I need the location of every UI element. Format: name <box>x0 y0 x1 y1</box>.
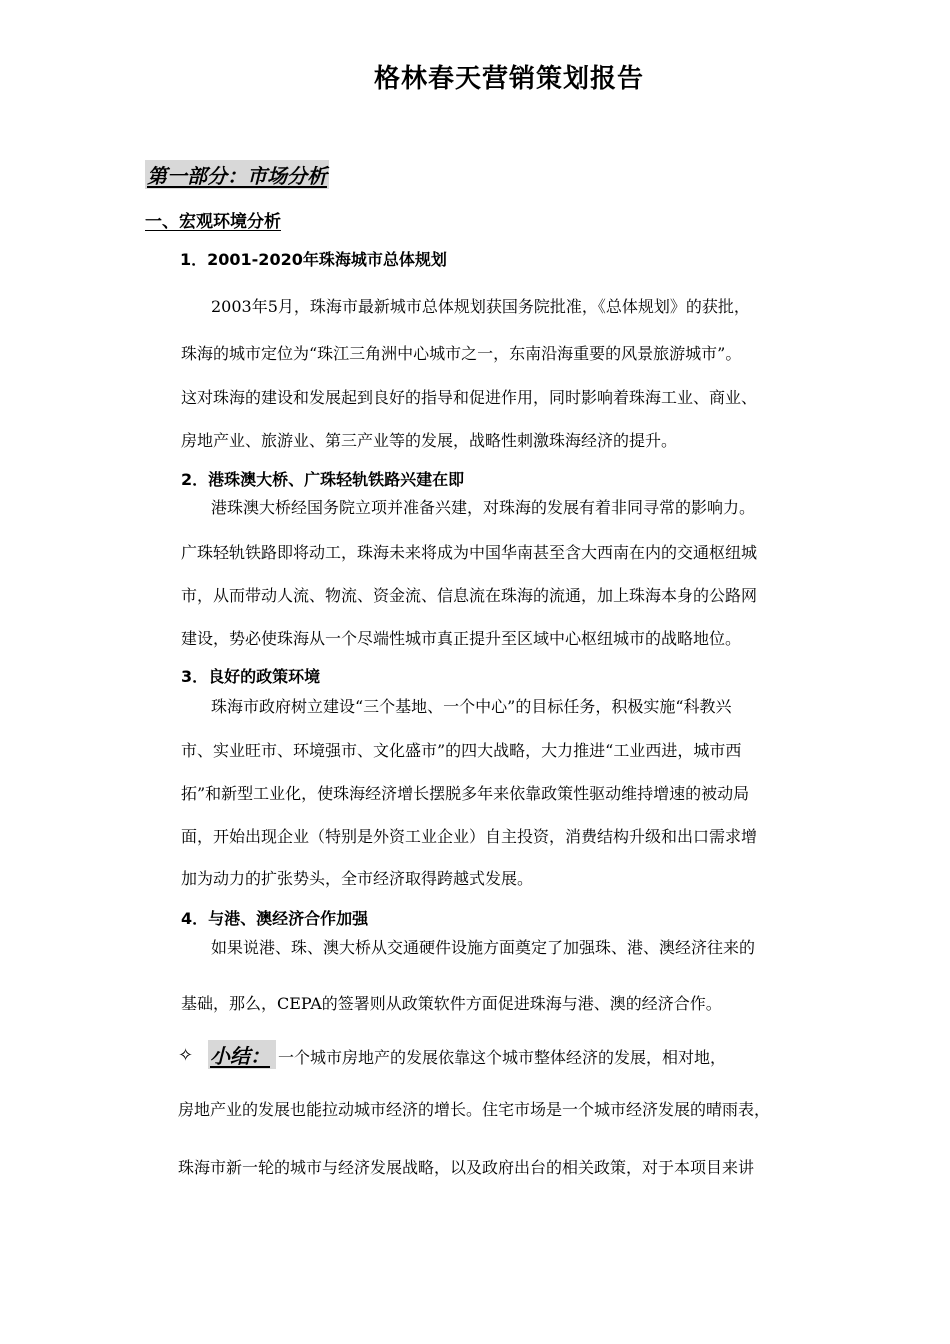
paragraph-line: 房地产业、旅游业、第三产业等的发展，战略性刺激珠海经济的提升。 <box>181 431 678 450</box>
paragraph-line: 市，从而带动人流、物流、资金流、信息流在珠海的流通，加上珠海本身的公路网 <box>181 586 758 605</box>
diamond-outline-bullet-icon: ✧ <box>178 1045 194 1066</box>
paragraph-line: 2003年5月，珠海市最新城市总体规划获国务院批准，《总体规划》的获批， <box>211 297 750 316</box>
paragraph-line: 这对珠海的建设和发展起到良好的指导和促进作用，同时影响着珠海工业、商业、 <box>181 388 758 407</box>
subsection-heading: 2．港珠澳大桥、广珠轻轨铁路兴建在即 <box>181 470 465 489</box>
paragraph-line: 珠海的城市定位为“珠江三角洲中心城市之一，东南沿海重要的风景旅游城市”。 <box>181 344 742 363</box>
paragraph-line: 市、实业旺市、环境强市、文化盛市”的四大战略，大力推进“工业西进，城市西 <box>181 741 742 760</box>
summary-label: 小结： <box>208 1040 276 1069</box>
paragraph-line: 港珠澳大桥经国务院立项并准备兴建，对珠海的发展有着非同寻常的影响力。 <box>211 498 756 517</box>
summary-line: 珠海市新一轮的城市与经济发展战略，以及政府出台的相关政策，对于本项目来讲 <box>178 1158 755 1177</box>
subsection-heading: 4．与港、澳经济合作加强 <box>181 909 369 928</box>
paragraph-line: 建设，势必使珠海从一个尽端性城市真正提升至区域中心枢纽城市的战略地位。 <box>181 629 742 648</box>
paragraph-line: 如果说港、珠、澳大桥从交通硬件设施方面奠定了加强珠、港、澳经济往来的 <box>211 938 756 957</box>
paragraph-line: 广珠轻轨铁路即将动工，珠海未来将成为中国华南甚至含大西南在内的交通枢纽城 <box>181 543 758 562</box>
subsection-heading: 1．2001-2020年珠海城市总体规划 <box>180 250 447 269</box>
part-heading: 第一部分：市场分析 <box>145 160 329 189</box>
paragraph-line: 基础，那么，CEPA的签署则从政策软件方面促进珠海与港、澳的经济合作。 <box>181 994 722 1013</box>
summary-line: 房地产业的发展也能拉动城市经济的增长。住宅市场是一个城市经济发展的晴雨表， <box>178 1100 771 1119</box>
paragraph-line: 珠海市政府树立建设“三个基地、一个中心”的目标任务，积极实施“科教兴 <box>211 697 732 716</box>
paragraph-line: 加为动力的扩张势头，全市经济取得跨越式发展。 <box>181 869 534 888</box>
summary-line: 一个城市房地产的发展依靠这个城市整体经济的发展，相对地， <box>278 1048 727 1067</box>
document-title: 格林春天营销策划报告 <box>373 64 644 94</box>
subsection-heading: 3．良好的政策环境 <box>181 667 321 686</box>
paragraph-line: 拓”和新型工业化，使珠海经济增长摆脱多年来依靠政策性驱动维持增速的被动局 <box>181 784 750 803</box>
section-heading: 一、宏观环境分析 <box>145 212 281 232</box>
paragraph-line: 面，开始出现企业（特别是外资工业企业）自主投资，消费结构升级和出口需求增 <box>181 827 758 846</box>
